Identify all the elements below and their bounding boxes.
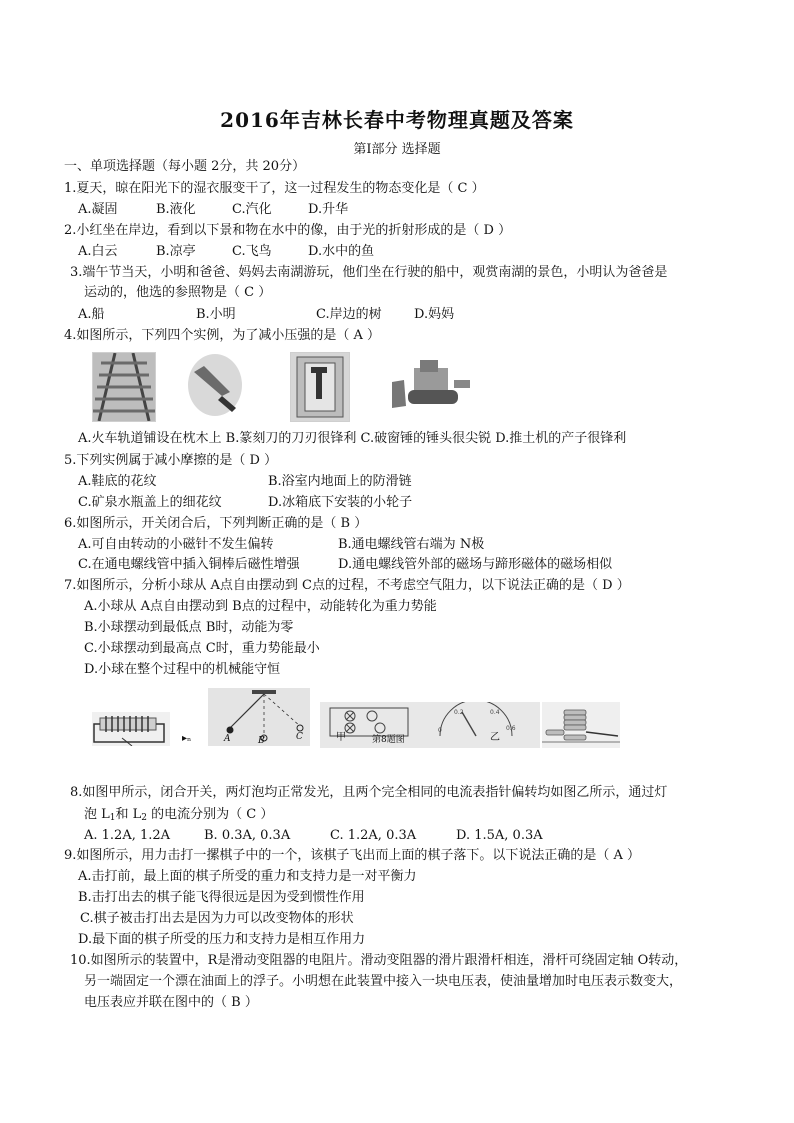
q9-option-d: D.最下面的棋子所受的压力和支持力是相互作用力: [78, 932, 366, 947]
section-heading: 一、单项选择题（每小题 2分，共 20分）: [64, 159, 306, 174]
q9-option-b: B.击打出去的棋子能飞得很远是因为受到惯性作用: [78, 890, 365, 905]
document-title: 2016年吉林长春中考物理真题及答案: [220, 108, 574, 132]
q6-option-d: D.通电螺线管外部的磁场与蹄形磁体的磁场相似: [338, 557, 613, 572]
figure-label-yi: 乙: [490, 732, 500, 743]
q1-option-c: C.汽化: [232, 202, 272, 217]
question-6: 6.如图所示，开关闭合后，下列判断正确的是（ B ）: [64, 516, 368, 531]
q7-option-c: C.小球摆动到最高点 C时，重力势能最小: [84, 641, 320, 656]
svg-text:0.6: 0.6: [506, 725, 516, 732]
q1-option-d: D.升华: [308, 202, 349, 217]
figure-8-caption: 第8题图: [372, 735, 405, 745]
part-heading: 第Ⅰ部分 选择题: [353, 142, 441, 157]
question-10-line-3: 电压表应并联在图中的（ B ）: [84, 995, 258, 1010]
q5-option-d: D.冰箱底下安装的小轮子: [268, 495, 413, 510]
q2-option-b: B.凉亭: [156, 244, 196, 259]
q2-option-c: C.飞鸟: [232, 244, 272, 259]
question-4: 4.如图所示，下列四个实例，为了减小压强的是（ A ）: [64, 328, 381, 343]
carving-knife-image: [186, 352, 244, 418]
solenoid-circuit-figure: [92, 712, 170, 746]
question-7: 7.如图所示，分析小球从 A点自由摆动到 C点的过程，不考虑空气阻力，以下说法正确的是（ D ）: [64, 578, 630, 593]
q6-option-b: B.通电螺线管右端为 N极: [338, 537, 485, 552]
q9-option-a: A.击打前，最上面的棋子所受的重力和支持力是一对平衡力: [78, 869, 417, 884]
q3-option-c: C.岸边的树: [316, 307, 382, 322]
svg-text:0: 0: [438, 727, 442, 734]
q8-option-a: A. 1.2A, 1.2A: [84, 828, 171, 843]
railway-track-image: [92, 352, 156, 422]
circuit-and-ammeter-figure: [320, 702, 540, 748]
question-10-line-2: 另一端固定一个漂在油面上的浮子。小明想在此装置中接入一块电压表，使油量增加时电压表示数变大，: [84, 974, 683, 989]
q7-option-d: D.小球在整个过程中的机械能守恒: [84, 662, 281, 677]
svg-text:0.4: 0.4: [490, 709, 500, 716]
question-9: 9.如图所示，用力击打一摞棋子中的一个，该棋子飞出而上面的棋子落下。以下说法正确的是（ A ）: [64, 848, 641, 863]
pendulum-label-b: B: [258, 736, 265, 746]
q8-option-d: D. 1.5A, 0.3A: [456, 828, 543, 843]
question-8-line-2: 泡 $L_1$和 $L_2$ 的电流分别为（ C ）: [84, 807, 274, 823]
compass-needle-icon: ▸ₙ: [182, 733, 192, 744]
q7-option-a: A.小球从 A点自由摆动到 B点的过程中，动能转化为重力势能: [84, 599, 437, 614]
q5-option-b: B.浴室内地面上的防滑链: [268, 474, 412, 489]
bulldozer-image: [390, 356, 474, 418]
q7-option-b: B.小球摆动到最低点 B时，动能为零: [84, 620, 294, 635]
q1-option-a: A.凝固: [78, 202, 118, 217]
figure-label-jia: 甲: [336, 732, 346, 743]
q6-option-c: C.在通电螺线管中插入铜棒后磁性增强: [78, 557, 300, 572]
q8-option-c: C. 1.2A, 0.3A: [330, 828, 417, 843]
chess-pieces-figure: [542, 702, 620, 748]
q2-option-d: D.水中的鱼: [308, 244, 375, 259]
question-8: 8.如图甲所示，闭合开关，两灯泡均正常发光，且两个完全相同的电流表指针偏转均如图乙所示，通过灯: [70, 785, 668, 800]
pendulum-label-c: C: [296, 732, 303, 742]
q3-option-b: B.小明: [196, 307, 236, 322]
question-1: 1.夏天，晾在阳光下的湿衣服变干了，这一过程发生的物态变化是（ C ）: [64, 181, 485, 196]
question-10: 10.如图所示的装置中，R是滑动变阻器的电阻片。滑动变阻器的滑片跟滑杆相连，滑杆可绕固定轴 O转动，: [70, 953, 688, 968]
q3-option-a: A.船: [78, 307, 105, 322]
pendulum-label-a: A: [224, 734, 231, 744]
q5-option-c: C.矿泉水瓶盖上的细花纹: [78, 495, 222, 510]
q3-option-d: D.妈妈: [414, 307, 455, 322]
q4-options: A.火车轨道铺设在枕木上 B.篆刻刀的刀刃很锋利 C.破窗锤的锤头很尖锐 D.推土机的产子很锋利: [78, 431, 627, 446]
q5-option-a: A.鞋底的花纹: [78, 474, 157, 489]
q2-option-a: A.白云: [78, 244, 118, 259]
emergency-hammer-image: [290, 352, 350, 422]
question-2: 2.小红坐在岸边，看到以下景和物在水中的像，由于光的折射形成的是（ D ）: [64, 223, 512, 238]
question-5: 5.下列实例属于减小摩擦的是（ D ）: [64, 453, 278, 468]
q9-option-c: C.棋子被击打出去是因为力可以改变物体的形状: [80, 911, 354, 926]
svg-text:0.2: 0.2: [454, 709, 464, 716]
q8-option-b: B. 0.3A, 0.3A: [204, 828, 291, 843]
question-3: 3.端午节当天，小明和爸爸、妈妈去南湖游玩，他们坐在行驶的船中，观赏南湖的景色，小明认为爸爸是: [70, 265, 668, 280]
q1-option-b: B.液化: [156, 202, 196, 217]
q6-option-a: A.可自由转动的小磁针不发生偏转: [78, 537, 274, 552]
question-3-line-2: 运动的，他选的参照物是（ C ）: [84, 285, 272, 300]
